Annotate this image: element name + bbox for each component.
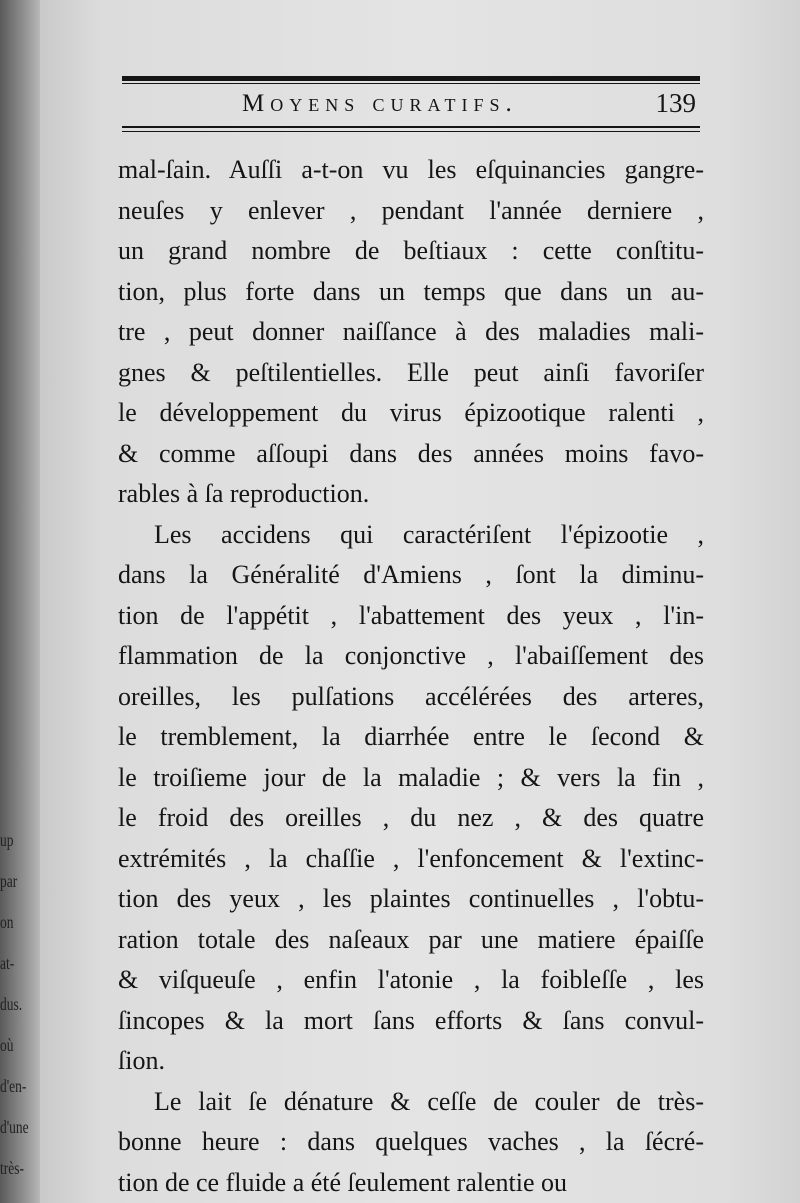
paragraph <box>118 150 704 515</box>
margin-fragment: où <box>0 1035 14 1055</box>
text-line: & viſqueuſe , enfin l'atonie , la foibleſſe , les <box>118 965 704 994</box>
text-line: dans la Généralité d'Amiens , ſont la diminu- <box>118 560 704 589</box>
body-text <box>118 150 704 1203</box>
text-line: rables à ſa reproduction. <box>118 479 370 508</box>
text-line: neuſes y enlever , pendant l'année derniere , <box>118 195 704 225</box>
running-head <box>122 88 700 124</box>
margin-fragment: d'une <box>0 1117 29 1137</box>
text-line: ſincopes & la mort ſans efforts & ſans convul- <box>118 1005 704 1035</box>
text-line: Le lait ſe dénature & ceſſe de couler de très- <box>154 1086 704 1116</box>
margin-fragment: par <box>0 871 18 891</box>
margin-fragment: très- <box>0 1158 24 1178</box>
running-title: Moyens curatifs. <box>242 90 518 117</box>
facing-page-edge <box>0 0 40 1203</box>
text-line: flammation de la conjonctive , l'abaiſſement des <box>118 641 704 670</box>
text-line: le troiſieme jour de la maladie ; & vers la fin , <box>118 762 704 792</box>
margin-fragment: at- <box>0 953 15 973</box>
text-line: ſion. <box>118 1046 165 1075</box>
text-line: & comme aſſoupi dans des années moins favo- <box>118 438 704 468</box>
margin-fragment: on <box>0 912 14 932</box>
text-line: tion des yeux , les plaintes continuelles , l'obtu- <box>118 884 704 913</box>
header-rule-thin <box>122 83 700 84</box>
text-line: le froid des oreilles , du nez , & des quatre <box>118 803 704 832</box>
margin-fragment: up <box>0 830 14 850</box>
text-line: Les accidens qui caractériſent l'épizootie , <box>154 519 704 549</box>
book-page <box>40 0 800 1203</box>
text-line: tion, plus forte dans un temps que dans un au- <box>118 276 704 306</box>
paragraph <box>118 1082 704 1203</box>
text-line: le tremblement, la diarrhée entre le ſecond & <box>118 722 704 751</box>
text-line: gnes & peſtilentielles. Elle peut ainſi favoriſer <box>118 357 704 387</box>
margin-fragment: d'en- <box>0 1076 27 1096</box>
text-line: un grand nombre de beſtiaux : cette conſtitu- <box>118 236 704 265</box>
text-line: tion de l'appétit , l'abattement des yeux , l'in- <box>118 600 704 630</box>
text-line: extrémités , la chaſſie , l'enfoncement & l'extinc- <box>118 843 704 873</box>
page-number: 139 <box>655 88 696 118</box>
text-line: tion de ce fluide a été ſeulement ralentie ou <box>118 1167 568 1197</box>
header-rule-lower-thin <box>122 131 700 132</box>
margin-fragment: dus. <box>0 994 23 1014</box>
text-line: le développement du virus épizootique ralenti , <box>118 398 704 427</box>
paragraph <box>118 515 704 1082</box>
header-rule-thick <box>122 76 700 81</box>
text-line: mal-ſain. Auſſi a-t-on vu les eſquinancies gangre- <box>118 155 704 184</box>
text-line: tre , peut donner naiſſance à des maladies mali- <box>118 317 704 346</box>
text-line: oreilles, les pulſations accélérées des arteres, <box>118 681 704 711</box>
text-line: bonne heure : dans quelques vaches , la ſécré- <box>118 1127 704 1156</box>
facing-page-fragments <box>0 820 30 1189</box>
text-line: ration totale des naſeaux par une matiere épaiſſe <box>118 924 704 954</box>
header-rule-lower-thick <box>122 126 700 128</box>
